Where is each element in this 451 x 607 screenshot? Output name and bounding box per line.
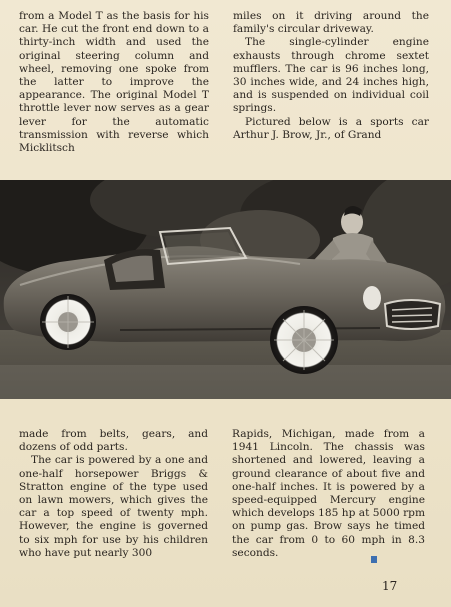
car-photo-illustration (0, 180, 451, 399)
text-column-top-right (233, 10, 429, 142)
text-column-top-left (19, 10, 209, 155)
page-number: 17 (382, 579, 398, 593)
end-mark (371, 556, 377, 563)
paragraph: The single-cylinder engine exhausts through chrome sextet mufflers. The car is 96 inches long, 30 inches wide, and 24 inches high, and is suspended on individual coil springs. (233, 36, 429, 115)
sports-car-photo (0, 180, 451, 399)
paragraph: from a Model T as the basis for his car. He cut the front end down to a thirty-inch width and used the original steering column and wheel, removing one spoke from the latter to improve the appearance. The original Model T throttle lever now serves as a gear lever for the automatic transmission with reverse which Micklitsch (19, 10, 209, 155)
text-column-bottom-right (232, 428, 425, 560)
paragraph: made from belts, gears, and dozens of odd parts. (19, 428, 208, 454)
paragraph: miles on it driving around the family's circular driveway. (233, 10, 429, 36)
text-column-bottom-left (19, 428, 208, 560)
paragraph: The car is powered by a one and one-half horsepower Briggs & Stratton engine of the type used on lawn mowers, which gives the car a top speed of twenty mph. However, the engine is governed to six mph for use by his children who have put nearly 300 (19, 454, 208, 559)
paragraph: Pictured below is a sports car Arthur J. Brow, Jr., of Grand (233, 115, 429, 141)
paragraph: Rapids, Michigan, made from a 1941 Lincoln. The chassis was shortened and lowered, leaving a ground clearance of about five and one-half inches. It is powered by a speed-equipped Mercury engine which develops 185 hp at 5000 rpm on pump gas. Brow says he timed the car from 0 to 60 mph in 8.3 seconds. (232, 428, 425, 559)
